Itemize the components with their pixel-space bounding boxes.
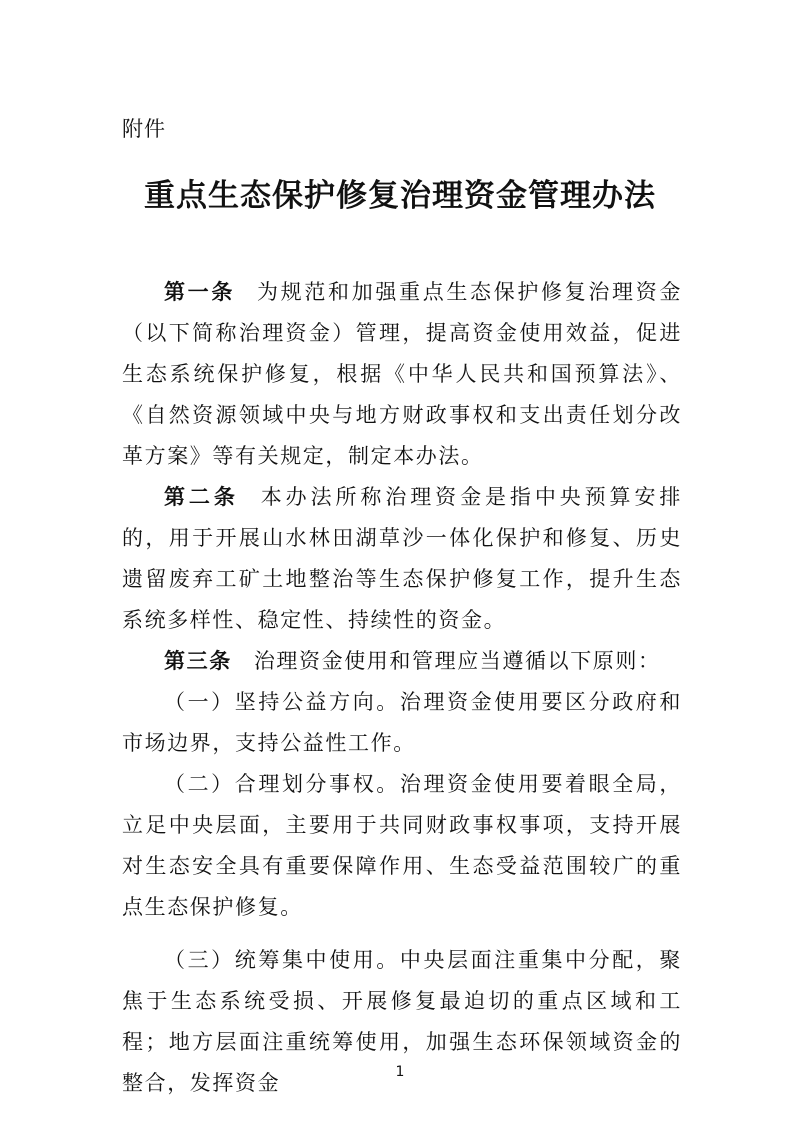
- document-title: 重点生态保护修复治理资金管理办法: [144, 178, 656, 214]
- paragraph-text: 治理资金使用和管理应当遵循以下原则：: [253, 649, 661, 673]
- page-number: 1: [395, 1064, 405, 1080]
- document-body: [122, 272, 682, 1104]
- article-number: 第三条: [164, 649, 232, 673]
- principle-2-paragraph: [122, 764, 682, 928]
- paragraph-text: 本办法所称治理资金是指中央预算安排的，用于开展山水林田湖草沙一体化保护和修复、历史遗留废弃工矿土地整治等生态保护修复工作，提升生态系统多样性、稳定性、持续性的资金。: [122, 485, 682, 632]
- article-2-paragraph: [122, 477, 682, 641]
- article-3-paragraph: [122, 641, 682, 682]
- article-1-paragraph: [122, 272, 682, 477]
- paragraph-text: （二）合理划分事权。治理资金使用要着眼全局，立足中央层面，主要用于共同财政事权事项，支持开展对生态安全具有重要保障作用、生态受益范围较广的重点生态保护修复。: [122, 772, 682, 919]
- paragraph-text: （三）统筹集中使用。中央层面注重集中分配，聚焦于生态系统受损、开展修复最迫切的重点区域和工程；地方层面注重统筹使用，加强生态环保领域资金的整合，发挥资金: [122, 948, 682, 1095]
- article-number: 第一条: [164, 280, 236, 304]
- attachment-label: 附件: [122, 117, 166, 141]
- paragraph-text: （一）坚持公益方向。治理资金使用要区分政府和市场边界，支持公益性工作。: [122, 690, 682, 755]
- principle-1-paragraph: [122, 682, 682, 764]
- article-number: 第二条: [164, 485, 239, 509]
- paragraph-text: 为规范和加强重点生态保护修复治理资金（以下简称治理资金）管理，提高资金使用效益，促进生态系统保护修复，根据《中华人民共和国预算法》、《自然资源领域中央与地方财政事权和支出责任划分改革方案》等有关规定，制定本办法。: [122, 280, 682, 468]
